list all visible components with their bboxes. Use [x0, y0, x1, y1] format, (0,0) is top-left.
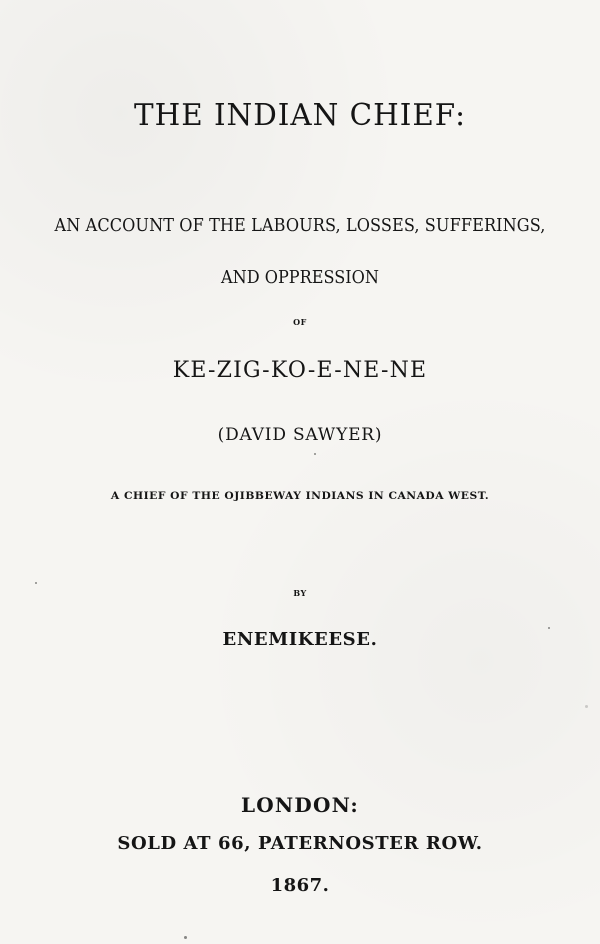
imprint-seller: SOLD AT 66, PATERNOSTER ROW.	[117, 833, 483, 854]
paper-speck	[548, 627, 550, 629]
subtitle-line-1: AN ACCOUNT OF THE LABOURS, LOSSES, SUFFERINGS,	[54, 216, 546, 236]
paper-speck	[314, 453, 316, 455]
paper-speck	[585, 705, 588, 708]
subtitle-line-2: AND OPPRESSION	[221, 268, 379, 288]
paper-speck	[184, 936, 187, 939]
of-word: OF	[293, 317, 307, 327]
by-word: BY	[293, 588, 307, 598]
subject-name: KE-ZIG-KO-E-NE-NE	[172, 358, 428, 383]
imprint-year: 1867.	[270, 875, 330, 896]
subject-description: A CHIEF OF THE OJIBBEWAY INDIANS IN CANADA WEST.	[110, 490, 490, 502]
subject-alias: (DAVID SAWYER)	[217, 425, 383, 445]
paper-speck	[35, 582, 37, 584]
author-name: ENEMIKEESE.	[222, 629, 378, 650]
main-title: THE INDIAN CHIEF:	[133, 98, 467, 133]
imprint-place: LONDON:	[241, 793, 359, 817]
